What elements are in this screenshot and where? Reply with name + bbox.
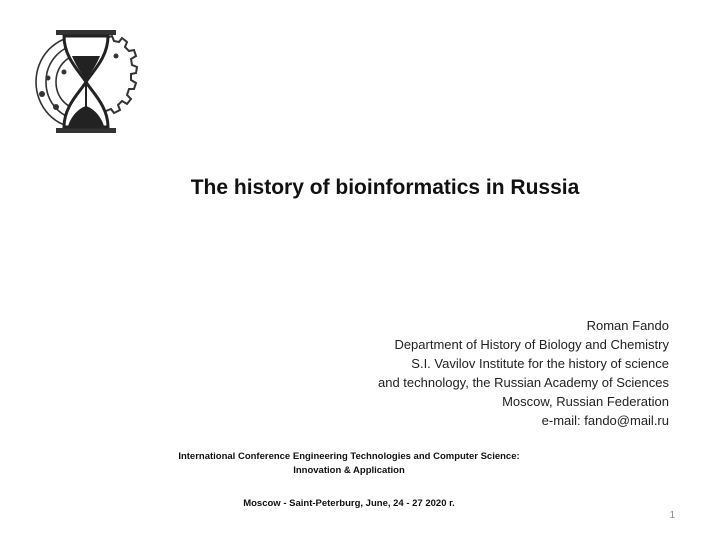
author-name: Roman Fando xyxy=(586,318,669,333)
author-email: e-mail: fando@mail.ru xyxy=(541,413,669,428)
hourglass-atom-gear-icon xyxy=(28,28,150,136)
author-department: Department of History of Biology and Chemistry xyxy=(394,337,669,352)
page-number: 1 xyxy=(669,510,675,521)
author-info xyxy=(378,316,669,430)
conference-line2: Innovation & Application xyxy=(293,465,405,476)
author-institute-line1: S.I. Vavilov Institute for the history of science xyxy=(411,356,669,371)
conference-info xyxy=(0,450,698,511)
conference-line1: International Conference Engineering Technologies and Computer Science: xyxy=(178,451,520,462)
author-institute-line2: and technology, the Russian Academy of Sciences xyxy=(378,375,669,390)
author-location: Moscow, Russian Federation xyxy=(502,394,669,409)
slide-title: The history of bioinformatics in Russia xyxy=(190,176,580,199)
conference-line3: Moscow - Saint-Peterburg, June, 24 - 27 2020 г. xyxy=(243,498,455,509)
